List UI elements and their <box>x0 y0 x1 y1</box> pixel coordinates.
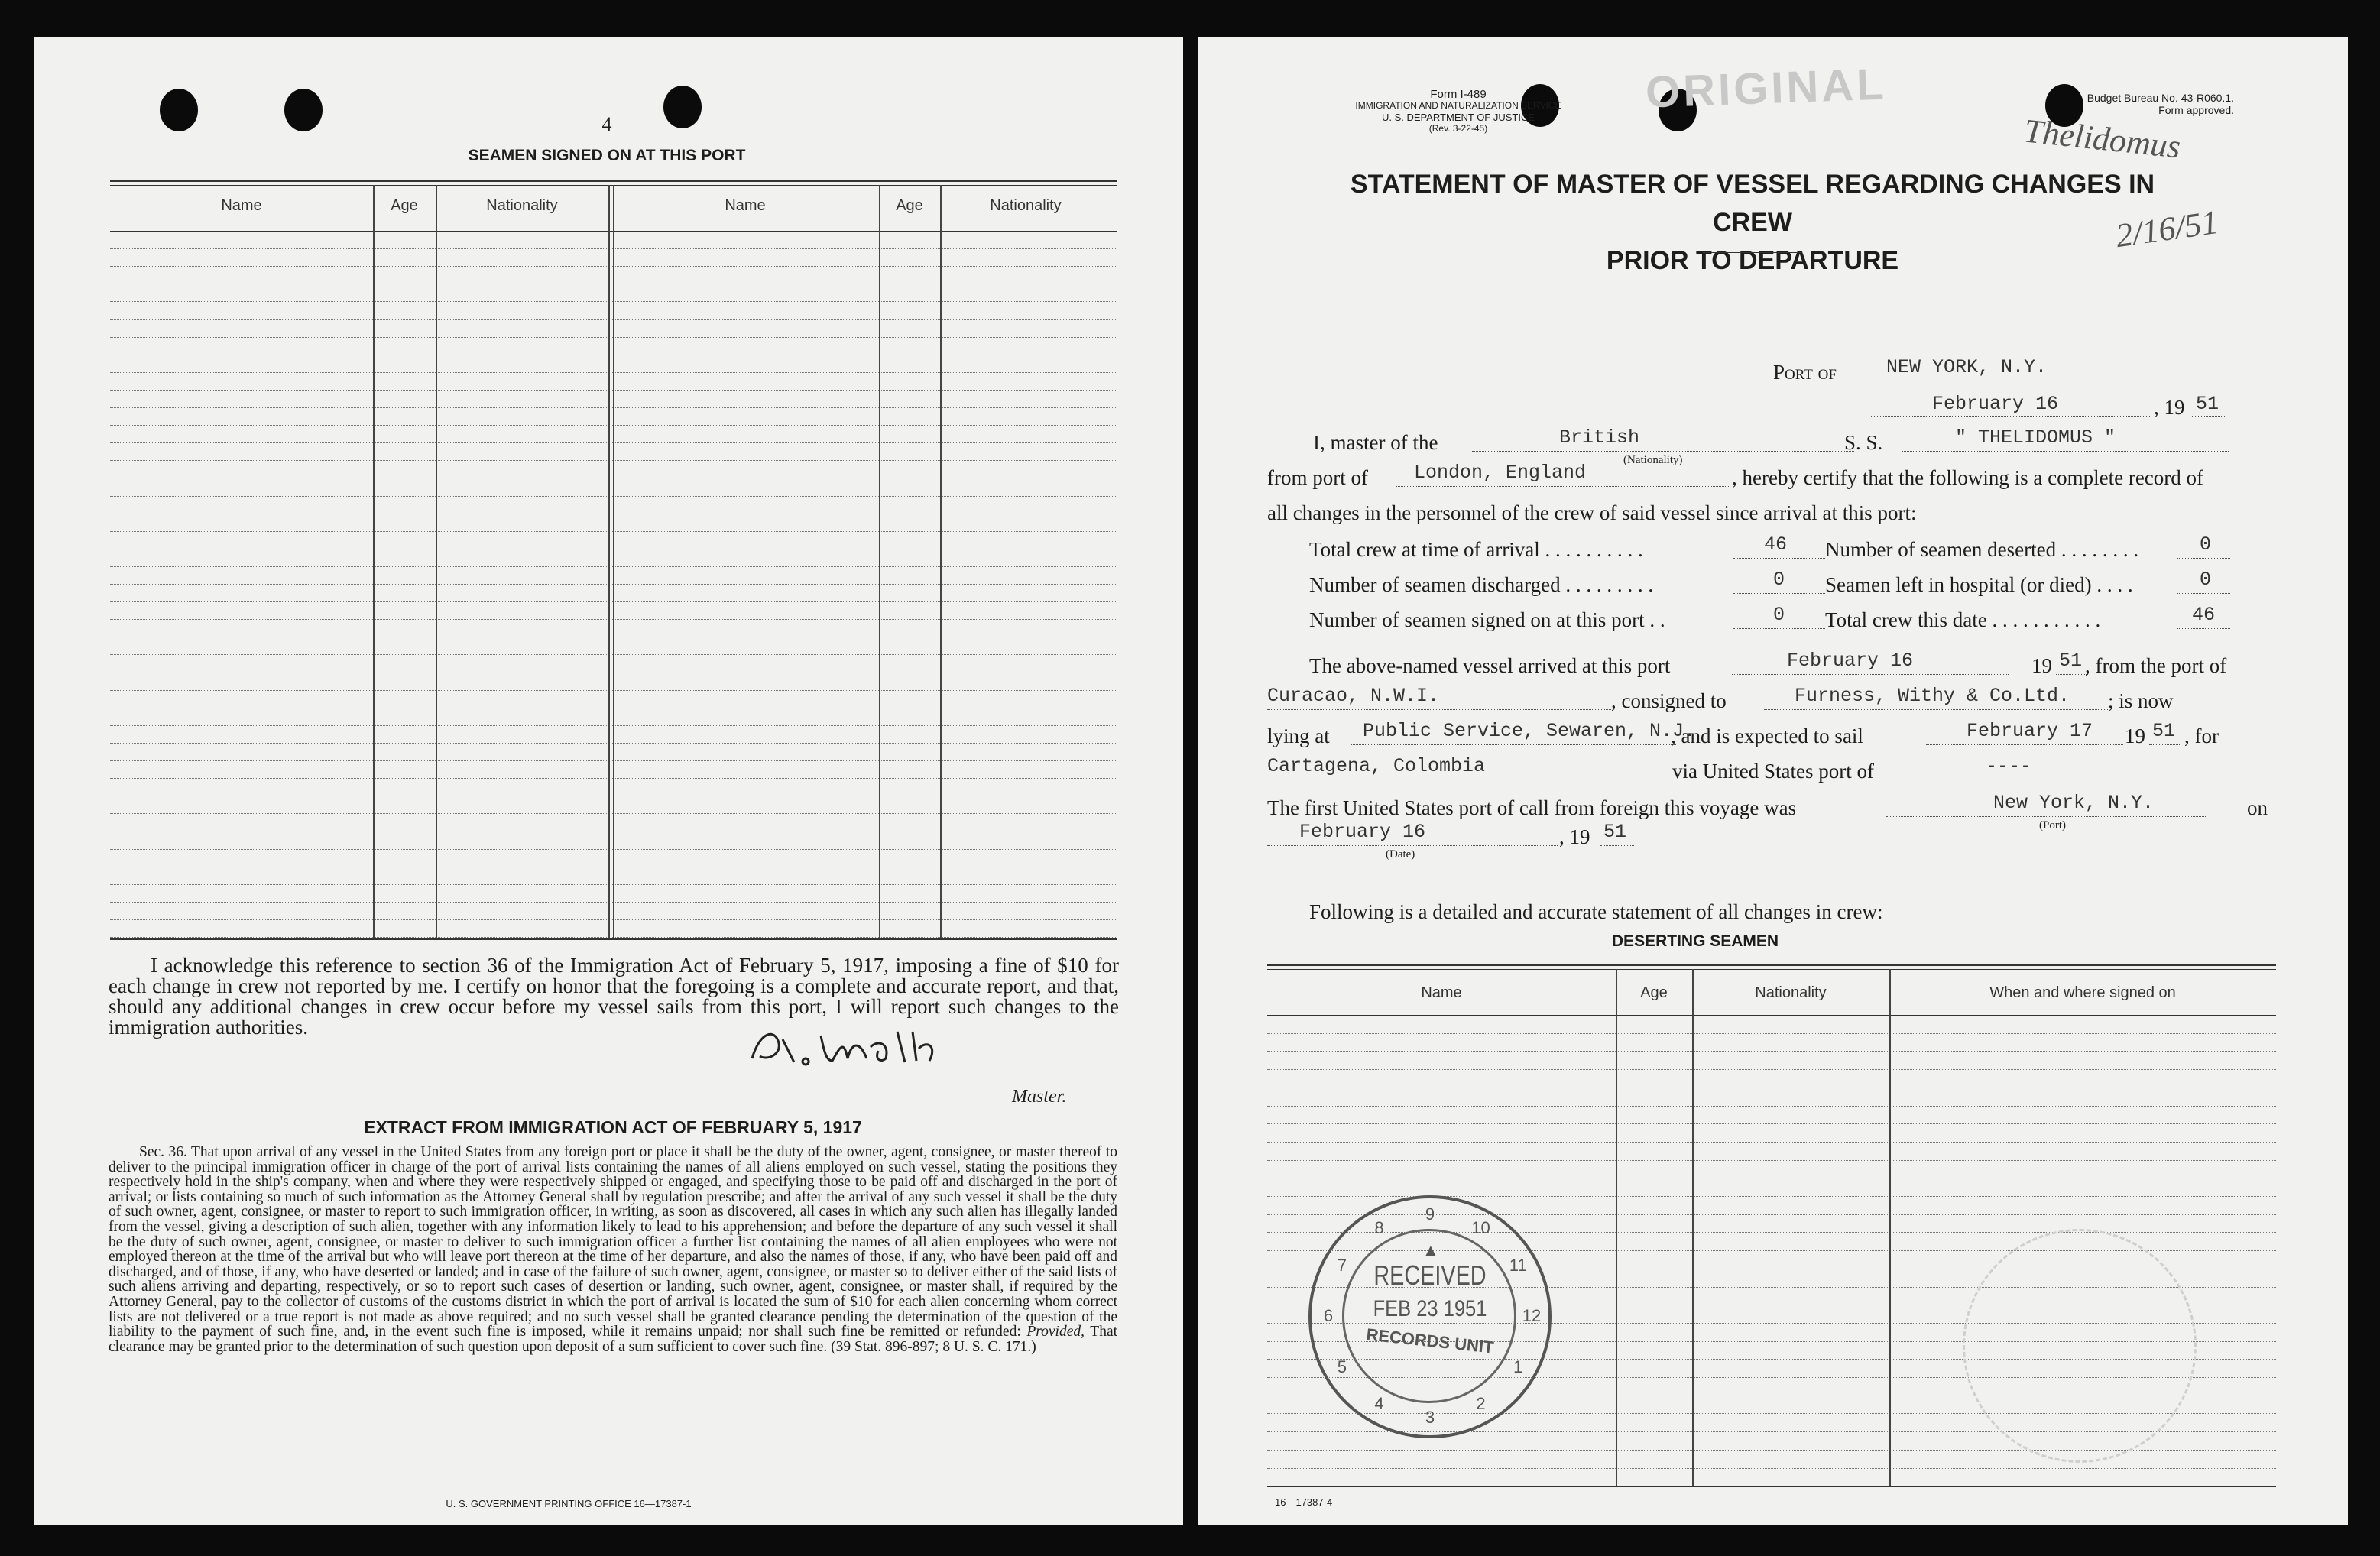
stamp-numeral: 8 <box>1374 1217 1384 1237</box>
right-page: Form I-489 IMMIGRATION AND NATURALIZATION SERVICE U. S. DEPARTMENT OF JUSTICE (Rev. 3-22-45) ORIGINAL Budget Bureau No. 43-R060.1. Form approved. Thelidomus 2/16/51 STATEMENT OF MASTER OF VESSEL REGARDING CHANGES IN CREW PRIOR TO DEPARTURE Port of NEW YORK, N.Y. February 16 , 19 51 I, master of the British (Nationality) S. S. " THELIDOMUS " from port of London, England , hereby certify that the following is a complete record of all changes in the personnel of the crew of said vessel since arrival at this port: Total crew at time of arrival . . . . . . . . . . 46 Number of seamen deserted . . . . . . . . 0 Number of seamen discharged . . . . . . . . . 0 Seamen left in hospital (or died) . . . . 0 Number of seamen signed on at this port . . 0 Total crew this date . . . . . . . . . . . 46 The above-named vessel arrived at this port February 16 19 51 , from the port of Curacao, N.W.I. , consigned to Furness, Withy & Co.Ltd. ; is now lying at Public Service, Sewaren, N.J. , and is expected to sail February 17 19 51 , for Cartagena, Colombia via United States port of ---- The first United States port of call from foreign this voyage was New York, N.Y. (Port) on February 16 (Date) , 19 51 Following is a detailed and accurate statement of all changes in crew: DESERTING SEAMEN Name Age Nationality When and where signed on 10 11 12 1 2 3 4 5 6 7 8 9 ▲ RECEIVED FEB 23 1951 RECORDS UNIT 16—17387-4 <box>1198 37 2348 1525</box>
via-label: via United States port of <box>1672 760 1874 783</box>
handwritten-date: 2/16/51 <box>2113 203 2221 255</box>
signed-on-value: 0 <box>1773 604 1785 626</box>
following-text: Following is a detailed and accurate statement of all changes in crew: <box>1309 900 1883 923</box>
hospital-value: 0 <box>2200 569 2212 591</box>
lying-label: lying at <box>1267 725 1330 747</box>
handwritten-ship-name: Thelidomus <box>2022 112 2183 166</box>
ship-name: " THELIDOMUS " <box>1955 426 2116 449</box>
ss-label: S. S. <box>1844 431 1883 454</box>
binder-hole <box>284 89 323 131</box>
arrived-label: The above-named vessel arrived at this port <box>1309 654 1671 677</box>
stamp-numeral: 11 <box>1509 1255 1527 1275</box>
total-crew-arrival-label: Total crew at time of arrival . . . . . . . . . . <box>1309 538 1643 561</box>
signed-on-label: Number of seamen signed on at this port . . <box>1309 608 1665 631</box>
consigned-label: , consigned to <box>1611 689 1727 712</box>
destination: Cartagena, Colombia <box>1267 755 1486 777</box>
column-header: Name <box>1421 984 1462 1001</box>
column-header: Name <box>725 197 766 214</box>
total-crew-date-value: 46 <box>2192 604 2216 626</box>
table-row <box>1267 1069 2276 1070</box>
expected-label: , and is expected to sail <box>1671 725 1863 747</box>
table-row <box>1267 1123 2276 1124</box>
first-year: 51 <box>1603 821 1627 843</box>
column-header: Age <box>391 197 418 214</box>
table-row <box>1267 1468 2276 1469</box>
stamp-numeral: 12 <box>1522 1306 1542 1325</box>
first-date: February 16 <box>1299 821 1426 843</box>
arrived-date: February 16 <box>1787 650 1914 672</box>
from-port-value: London, England <box>1414 462 1587 484</box>
date-caption: (Date) <box>1386 848 1415 861</box>
report-date: February 16 <box>1932 393 2059 415</box>
hospital-label: Seamen left in hospital (or died) . . . . <box>1825 573 2133 596</box>
stamp-numeral: 5 <box>1337 1357 1347 1376</box>
form-identifier: Form I-489 IMMIGRATION AND NATURALIZATION SERVICE U. S. DEPARTMENT OF JUSTICE (Rev. 3-22-45) <box>1355 88 1561 134</box>
acknowledgement-text: I acknowledge this reference to section 36 of the Immigration Act of February 5, 1917, imposing a fine of $10 for each change in crew not reported by me. I certify on honor that the foregoing is a complete and accurate report, and that, should any additional changes in crew occur before my vessel sails from this port, I will report such changes to the immigration authorities. <box>109 954 1119 1039</box>
certify-text: , hereby certify that the following is a complete record of <box>1732 466 2204 489</box>
received-stamp: 10 11 12 1 2 3 4 5 6 7 8 9 ▲ RECEIVED FEB 23 1951 RECORDS UNIT <box>1308 1195 1552 1438</box>
stamp-numeral: 6 <box>1323 1306 1334 1325</box>
sail-date: February 17 <box>1967 720 2093 742</box>
master-signature <box>737 1016 1027 1078</box>
column-header: Nationality <box>486 197 558 214</box>
original-stamp: ORIGINAL <box>1644 59 1888 118</box>
column-header: When and where signed on <box>1989 984 2176 1001</box>
table-row <box>1267 1142 2276 1143</box>
nationality-caption: (Nationality) <box>1623 454 1683 466</box>
on-label: on <box>2247 796 2268 819</box>
table-row <box>1267 1106 2276 1107</box>
total-crew-date-label: Total crew this date . . . . . . . . . . . <box>1825 608 2101 631</box>
table-row <box>1267 1033 2276 1034</box>
first-port-value: New York, N.Y. <box>1993 792 2155 814</box>
port-value: NEW YORK, N.Y. <box>1886 356 2048 378</box>
table-row <box>1267 1160 2276 1161</box>
binder-hole <box>663 86 702 128</box>
extract-body: Sec. 36. That upon arrival of any vessel in the United States from any foreign port or place it shall be the duty of the owner, agent, consignee, or master thereof to deliver to the principal immigration officer in charge of the port of arrival lists containing the names of all aliens employed on such vessel, stating the positions they respectively hold in the ship's company, when and where they were respectively shipped or engaged, and specifying those to be paid off and discharged in the port of arrival; or lists containing so much of such information as the Attorney General shall by regulation prescribe; and after the arrival of any such vessel it shall be the duty of such owner, agent, consignee, or master to report to such immigration officer, in writing, as soon as discovered, all cases in which any such alien has illegally landed from the vessel, giving a description of such alien, together with any information likely to lead to his apprehension; and before the departure of any such vessel it shall be the duty of such owner, agent, consignee, or master to deliver to such immigration officer a further list containing the names of all alien employees who were not employed thereon at the time of the arrival but who will leave port thereon at the time of her departure, and also the names of those, if any, who have been paid off and discharged, and of those, if any, who have deserted or landed; and in case of the failure of such owner, agent, consignee, or master so to deliver either of the said lists of such aliens arriving and departing, respectively, or so to report such cases of desertion or landing, such owner, agent, consignee, or master shall, if required by the Attorney General, pay to the collector of customs of the customs district in which the port of arrival is located the sum of $10 for each alien concerning whom correct lists are not delivered or a true report is not made as above required; and no such vessel shall be granted clearance pending the determination of the question of the liability to the payment of such fine, and, in the event such fine is imposed, while it remains unpaid; nor shall such fine be remitted or refunded: Provided, That clearance may be granted prior to the determination of such question upon deposit of a sum sufficient to cover such fine. (39 Stat. 896-897; 8 U. S. C. 171.) <box>109 1144 1118 1355</box>
year-label: , 19 <box>2154 396 2185 419</box>
column-header: Nationality <box>1755 984 1827 1001</box>
faded-stamp <box>1963 1229 2197 1463</box>
stamp-numeral: 10 <box>1471 1217 1490 1237</box>
column-header: Name <box>221 197 262 214</box>
consignee-value: Furness, Withy & Co.Ltd. <box>1795 685 2070 707</box>
binder-hole <box>160 89 198 131</box>
page-title: STATEMENT OF MASTER OF VESSEL REGARDING CHANGES IN CREW PRIOR TO DEPARTURE <box>1350 170 2155 275</box>
report-year: 51 <box>2196 393 2219 415</box>
from-port-2: Curacao, N.W.I. <box>1267 685 1440 707</box>
lying-value: Public Service, Sewaren, N.J. <box>1363 720 1696 742</box>
printing-office: U. S. GOVERNMENT PRINTING OFFICE 16—17387-1 <box>446 1498 692 1509</box>
column-header: Age <box>896 197 923 214</box>
left-page <box>34 37 1183 1525</box>
deserted-label: Number of seamen deserted . . . . . . . . <box>1825 538 2139 561</box>
is-now-label: ; is now <box>2108 689 2174 712</box>
stamp-numeral: 4 <box>1374 1394 1384 1414</box>
port-caption: (Port) <box>2039 819 2066 831</box>
first-port-label: The first United States port of call from foreign this voyage was <box>1267 796 1797 819</box>
sail-year: 51 <box>2152 720 2176 742</box>
table-row <box>1267 1051 2276 1052</box>
from-port-label: from port of <box>1267 466 1368 489</box>
budget-bureau: Budget Bureau No. 43-R060.1. Form approved. <box>2087 92 2234 116</box>
signature-caption: Master. <box>1012 1087 1067 1107</box>
extract-title: EXTRACT FROM IMMIGRATION ACT OF FEBRUARY 5, 1917 <box>364 1117 862 1137</box>
from-the-port-label: , from the port of <box>2085 654 2227 677</box>
section-title: SEAMEN SIGNED ON AT THIS PORT <box>468 147 746 164</box>
all-changes-text: all changes in the personnel of the crew of said vessel since arrival at this port: <box>1267 501 1917 524</box>
discharged-label: Number of seamen discharged . . . . . . . . . <box>1309 573 1654 596</box>
deserted-value: 0 <box>2200 533 2212 556</box>
page-number: 4 <box>601 113 612 135</box>
arrived-year: 51 <box>2059 650 2083 672</box>
stamp-numeral: 7 <box>1337 1255 1347 1275</box>
port-label: Port of <box>1773 361 1837 384</box>
stamp-numeral: 3 <box>1425 1408 1435 1427</box>
via-value: ---- <box>1986 755 2032 777</box>
discharged-value: 0 <box>1773 569 1785 591</box>
stamp-numeral: 9 <box>1425 1204 1435 1224</box>
column-header: Nationality <box>990 197 1062 214</box>
stamp-numeral: 2 <box>1476 1394 1486 1414</box>
stamp-numeral: 1 <box>1513 1357 1523 1376</box>
deserting-title: DESERTING SEAMEN <box>1611 932 1779 950</box>
column-header: Age <box>1640 984 1668 1001</box>
for-label: , for <box>2184 725 2219 747</box>
total-crew-arrival-value: 46 <box>1764 533 1788 556</box>
footer-code: 16—17387-4 <box>1275 1496 1333 1508</box>
master-label: I, master of the <box>1313 431 1438 454</box>
nationality-value: British <box>1559 426 1640 449</box>
